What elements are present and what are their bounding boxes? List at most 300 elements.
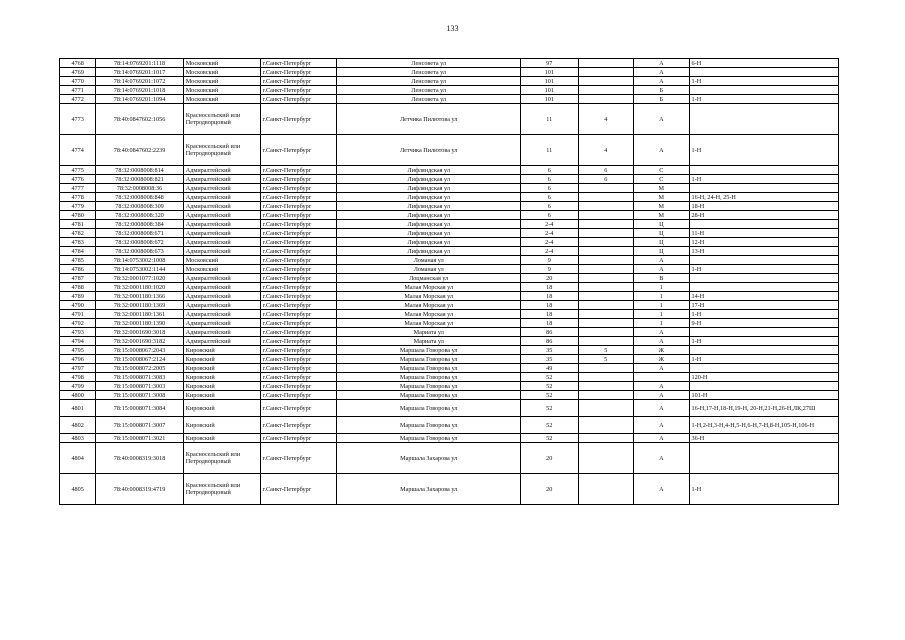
letter-cell: В bbox=[634, 274, 689, 283]
street-cell: Лифляндская ул bbox=[337, 247, 521, 256]
premises-cell: 120-Н bbox=[689, 373, 838, 382]
building-cell: 5 bbox=[578, 346, 633, 355]
row-number-cell: 4789 bbox=[60, 292, 96, 301]
building-cell bbox=[578, 474, 633, 505]
letter-cell: А bbox=[634, 382, 689, 391]
city-cell: г.Санкт-Петербург bbox=[260, 77, 337, 86]
premises-cell: 16-Н, 24-Н, 25-Н bbox=[689, 193, 838, 202]
premises-cell bbox=[689, 104, 838, 135]
street-cell: Ленсовета ул bbox=[337, 77, 521, 86]
row-number-cell: 4772 bbox=[60, 95, 96, 104]
table-row bbox=[60, 265, 839, 274]
street-cell: Маршала Говорова ул bbox=[337, 434, 521, 443]
district-cell: Кировский bbox=[183, 391, 260, 400]
city-cell: г.Санкт-Петербург bbox=[260, 95, 337, 104]
premises-cell bbox=[689, 86, 838, 95]
table-row bbox=[60, 256, 839, 265]
building-cell: 6 bbox=[578, 166, 633, 175]
table-row bbox=[60, 319, 839, 328]
row-number-cell: 4794 bbox=[60, 337, 96, 346]
city-cell: г.Санкт-Петербург bbox=[260, 86, 337, 95]
letter-cell: Ц bbox=[634, 229, 689, 238]
premises-cell: 9-Н bbox=[689, 319, 838, 328]
district-cell: Адмиралтейский bbox=[183, 238, 260, 247]
premises-cell bbox=[689, 346, 838, 355]
district-cell: Кировский bbox=[183, 434, 260, 443]
row-number-cell: 4786 bbox=[60, 265, 96, 274]
house-cell: 97 bbox=[520, 59, 578, 68]
district-cell: Адмиралтейский bbox=[183, 220, 260, 229]
premises-cell: 1-Н bbox=[689, 175, 838, 184]
building-cell bbox=[578, 247, 633, 256]
letter-cell: М bbox=[634, 211, 689, 220]
cadastral-number-cell: 78:40:0847602:2239 bbox=[96, 135, 184, 166]
street-cell: Лифляндская ул bbox=[337, 184, 521, 193]
table-row bbox=[60, 166, 839, 175]
house-cell: 49 bbox=[520, 364, 578, 373]
city-cell: г.Санкт-Петербург bbox=[260, 283, 337, 292]
cadastral-number-cell: 78:15:0008071:3007 bbox=[96, 417, 184, 434]
premises-cell: 1-Н,2-Н,3-Н,4-Н,5-Н,6-Н,7-Н,8-Н,105-Н,106-Н bbox=[689, 417, 838, 434]
premises-cell: 17-Н bbox=[689, 301, 838, 310]
row-number-cell: 4787 bbox=[60, 274, 96, 283]
district-cell: Московский bbox=[183, 86, 260, 95]
cadastral-number-cell: 78:15:0008067:2124 bbox=[96, 355, 184, 364]
city-cell: г.Санкт-Петербург bbox=[260, 474, 337, 505]
premises-cell: 16-Н,17-Н,18-Н,19-Н, 20-Н,21-Н,26-Н,ЛК,27Ш bbox=[689, 400, 838, 417]
row-number-cell: 4799 bbox=[60, 382, 96, 391]
street-cell: Маршала Говорова ул bbox=[337, 417, 521, 434]
street-cell: Маршала Говорова ул bbox=[337, 400, 521, 417]
district-cell: Адмиралтейский bbox=[183, 319, 260, 328]
city-cell: г.Санкт-Петербург bbox=[260, 292, 337, 301]
street-cell: Малая Морская ул bbox=[337, 301, 521, 310]
letter-cell: Ц bbox=[634, 247, 689, 256]
district-cell: Адмиралтейский bbox=[183, 202, 260, 211]
row-number-cell: 4778 bbox=[60, 193, 96, 202]
cadastral-number-cell: 78:40:0008319:3018 bbox=[96, 443, 184, 474]
premises-cell bbox=[689, 382, 838, 391]
building-cell bbox=[578, 95, 633, 104]
cadastral-number-cell: 78:32:0008008:821 bbox=[96, 175, 184, 184]
table-row bbox=[60, 193, 839, 202]
premises-cell bbox=[689, 274, 838, 283]
row-number-cell: 4776 bbox=[60, 175, 96, 184]
building-cell bbox=[578, 86, 633, 95]
street-cell: Мариата ул bbox=[337, 328, 521, 337]
table-row bbox=[60, 373, 839, 382]
row-number-cell: 4803 bbox=[60, 434, 96, 443]
house-cell: 20 bbox=[520, 474, 578, 505]
city-cell: г.Санкт-Петербург bbox=[260, 220, 337, 229]
city-cell: г.Санкт-Петербург bbox=[260, 256, 337, 265]
row-number-cell: 4780 bbox=[60, 211, 96, 220]
cadastral-number-cell: 78:15:0008071:3021 bbox=[96, 434, 184, 443]
house-cell: 18 bbox=[520, 301, 578, 310]
city-cell: г.Санкт-Петербург bbox=[260, 166, 337, 175]
street-cell: Ленсовета ул bbox=[337, 95, 521, 104]
house-cell: 2-4 bbox=[520, 247, 578, 256]
street-cell: Лифляндская ул bbox=[337, 211, 521, 220]
street-cell: Ленсовета ул bbox=[337, 59, 521, 68]
building-cell bbox=[578, 443, 633, 474]
letter-cell: Ц bbox=[634, 220, 689, 229]
premises-cell: 18-Н bbox=[689, 202, 838, 211]
letter-cell: А bbox=[634, 265, 689, 274]
table-row bbox=[60, 86, 839, 95]
row-number-cell: 4805 bbox=[60, 474, 96, 505]
house-cell: 6 bbox=[520, 211, 578, 220]
house-cell: 9 bbox=[520, 265, 578, 274]
district-cell: Адмиралтейский bbox=[183, 175, 260, 184]
table-row bbox=[60, 229, 839, 238]
cadastral-number-cell: 78:32:0001180:1390 bbox=[96, 319, 184, 328]
city-cell: г.Санкт-Петербург bbox=[260, 175, 337, 184]
building-cell bbox=[578, 229, 633, 238]
table-row bbox=[60, 184, 839, 193]
letter-cell: А bbox=[634, 434, 689, 443]
table-row bbox=[60, 382, 839, 391]
row-number-cell: 4798 bbox=[60, 373, 96, 382]
building-cell bbox=[578, 391, 633, 400]
cadastral-number-cell: 78:32:0001690:3018 bbox=[96, 328, 184, 337]
building-cell bbox=[578, 184, 633, 193]
letter-cell: 1 bbox=[634, 310, 689, 319]
cadastral-number-cell: 78:32:0008008:671 bbox=[96, 229, 184, 238]
premises-cell bbox=[689, 256, 838, 265]
building-cell bbox=[578, 364, 633, 373]
row-number-cell: 4791 bbox=[60, 310, 96, 319]
district-cell: Адмиралтейский bbox=[183, 328, 260, 337]
letter-cell: Б bbox=[634, 95, 689, 104]
building-cell bbox=[578, 373, 633, 382]
cadastral-number-cell: 78:14:0769201:1017 bbox=[96, 68, 184, 77]
letter-cell: А bbox=[634, 328, 689, 337]
letter-cell: А bbox=[634, 135, 689, 166]
cadastral-number-cell: 78:32:0001690:3182 bbox=[96, 337, 184, 346]
street-cell: Маршала Говорова ул bbox=[337, 364, 521, 373]
house-cell: 52 bbox=[520, 434, 578, 443]
cadastral-number-cell: 78:32:0001180:1361 bbox=[96, 310, 184, 319]
house-cell: 2-4 bbox=[520, 238, 578, 247]
city-cell: г.Санкт-Петербург bbox=[260, 104, 337, 135]
house-cell: 9 bbox=[520, 256, 578, 265]
table-row bbox=[60, 247, 839, 256]
row-number-cell: 4770 bbox=[60, 77, 96, 86]
district-cell: Адмиралтейский bbox=[183, 310, 260, 319]
premises-cell bbox=[689, 166, 838, 175]
building-cell: 6 bbox=[578, 175, 633, 184]
city-cell: г.Санкт-Петербург bbox=[260, 310, 337, 319]
street-cell: Маршала Говорова ул bbox=[337, 391, 521, 400]
premises-cell: 1-Н bbox=[689, 265, 838, 274]
table-row bbox=[60, 292, 839, 301]
building-cell bbox=[578, 382, 633, 391]
house-cell: 2-4 bbox=[520, 229, 578, 238]
house-cell: 6 bbox=[520, 175, 578, 184]
district-cell: Адмиралтейский bbox=[183, 193, 260, 202]
house-cell: 6 bbox=[520, 202, 578, 211]
house-cell: 52 bbox=[520, 382, 578, 391]
district-cell: Адмиралтейский bbox=[183, 292, 260, 301]
letter-cell: А bbox=[634, 256, 689, 265]
premises-cell: 1-Н bbox=[689, 474, 838, 505]
city-cell: г.Санкт-Петербург bbox=[260, 319, 337, 328]
cadastral-number-cell: 78:14:0769201:1018 bbox=[96, 86, 184, 95]
street-cell: Лифляндская ул bbox=[337, 175, 521, 184]
letter-cell bbox=[634, 373, 689, 382]
house-cell: 35 bbox=[520, 346, 578, 355]
row-number-cell: 4773 bbox=[60, 104, 96, 135]
table-row bbox=[60, 283, 839, 292]
table-row bbox=[60, 328, 839, 337]
street-cell: Малая Морская ул bbox=[337, 310, 521, 319]
letter-cell: Ж bbox=[634, 355, 689, 364]
table-row bbox=[60, 434, 839, 443]
cadastral-number-cell: 78:14:0769201:1072 bbox=[96, 77, 184, 86]
street-cell: Летчика Пилютова ул bbox=[337, 135, 521, 166]
street-cell: Маршала Говорова ул bbox=[337, 346, 521, 355]
cadastral-number-cell: 78:40:0847602:1056 bbox=[96, 104, 184, 135]
city-cell: г.Санкт-Петербург bbox=[260, 184, 337, 193]
district-cell: Адмиралтейский bbox=[183, 247, 260, 256]
city-cell: г.Санкт-Петербург bbox=[260, 274, 337, 283]
premises-cell: 12-Н bbox=[689, 238, 838, 247]
table-body bbox=[60, 59, 839, 505]
row-number-cell: 4792 bbox=[60, 319, 96, 328]
row-number-cell: 4788 bbox=[60, 283, 96, 292]
building-cell: 4 bbox=[578, 104, 633, 135]
house-cell: 52 bbox=[520, 400, 578, 417]
register-table bbox=[59, 58, 839, 505]
house-cell: 20 bbox=[520, 443, 578, 474]
letter-cell: А bbox=[634, 400, 689, 417]
building-cell bbox=[578, 220, 633, 229]
row-number-cell: 4783 bbox=[60, 238, 96, 247]
cadastral-number-cell: 78:32:0008008:814 bbox=[96, 166, 184, 175]
district-cell: Адмиралтейский bbox=[183, 166, 260, 175]
city-cell: г.Санкт-Петербург bbox=[260, 265, 337, 274]
building-cell bbox=[578, 59, 633, 68]
house-cell: 20 bbox=[520, 274, 578, 283]
city-cell: г.Санкт-Петербург bbox=[260, 202, 337, 211]
building-cell bbox=[578, 265, 633, 274]
street-cell: Лифляндская ул bbox=[337, 193, 521, 202]
city-cell: г.Санкт-Петербург bbox=[260, 364, 337, 373]
premises-cell: 13-Н bbox=[689, 247, 838, 256]
table-row bbox=[60, 417, 839, 434]
building-cell bbox=[578, 292, 633, 301]
street-cell: Малая Морская ул bbox=[337, 319, 521, 328]
house-cell: 101 bbox=[520, 86, 578, 95]
letter-cell: 1 bbox=[634, 301, 689, 310]
premises-cell bbox=[689, 364, 838, 373]
house-cell: 18 bbox=[520, 310, 578, 319]
city-cell: г.Санкт-Петербург bbox=[260, 417, 337, 434]
cadastral-number-cell: 78:32:0008008:848 bbox=[96, 193, 184, 202]
house-cell: 6 bbox=[520, 184, 578, 193]
cadastral-number-cell: 78:14:0769201:1118 bbox=[96, 59, 184, 68]
cadastral-number-cell: 78:15:0008071:3003 bbox=[96, 382, 184, 391]
district-cell: Кировский bbox=[183, 364, 260, 373]
street-cell: Ломаная ул bbox=[337, 256, 521, 265]
cadastral-number-cell: 78:32:0008008:309 bbox=[96, 202, 184, 211]
row-number-cell: 4779 bbox=[60, 202, 96, 211]
street-cell: Маршала Захарова ул bbox=[337, 443, 521, 474]
house-cell: 2-4 bbox=[520, 220, 578, 229]
table-row bbox=[60, 95, 839, 104]
district-cell: Московский bbox=[183, 77, 260, 86]
table-row bbox=[60, 274, 839, 283]
letter-cell: А bbox=[634, 68, 689, 77]
table-row bbox=[60, 301, 839, 310]
table-row bbox=[60, 135, 839, 166]
row-number-cell: 4793 bbox=[60, 328, 96, 337]
house-cell: 101 bbox=[520, 77, 578, 86]
city-cell: г.Санкт-Петербург bbox=[260, 229, 337, 238]
house-cell: 52 bbox=[520, 391, 578, 400]
building-cell bbox=[578, 193, 633, 202]
letter-cell: 1 bbox=[634, 292, 689, 301]
letter-cell: А bbox=[634, 391, 689, 400]
house-cell: 52 bbox=[520, 373, 578, 382]
premises-cell: 11-Н bbox=[689, 229, 838, 238]
district-cell: Адмиралтейский bbox=[183, 283, 260, 292]
premises-cell: 1-Н bbox=[689, 135, 838, 166]
cadastral-number-cell: 78:15:0008071:3008 bbox=[96, 391, 184, 400]
street-cell: Маршала Говорова ул bbox=[337, 382, 521, 391]
row-number-cell: 4769 bbox=[60, 68, 96, 77]
table-row bbox=[60, 175, 839, 184]
premises-cell bbox=[689, 68, 838, 77]
city-cell: г.Санкт-Петербург bbox=[260, 346, 337, 355]
row-number-cell: 4796 bbox=[60, 355, 96, 364]
district-cell: Кировский bbox=[183, 382, 260, 391]
city-cell: г.Санкт-Петербург bbox=[260, 328, 337, 337]
page-number: 133 bbox=[446, 24, 459, 33]
table-row bbox=[60, 220, 839, 229]
street-cell: Лифляндская ул bbox=[337, 220, 521, 229]
district-cell: Адмиралтейский bbox=[183, 184, 260, 193]
cadastral-number-cell: 78:14:0753002:1008 bbox=[96, 256, 184, 265]
premises-cell bbox=[689, 220, 838, 229]
street-cell: Лифляндская ул bbox=[337, 238, 521, 247]
premises-cell: 14-Н bbox=[689, 292, 838, 301]
district-cell: Московский bbox=[183, 256, 260, 265]
row-number-cell: 4785 bbox=[60, 256, 96, 265]
district-cell: Кировский bbox=[183, 355, 260, 364]
district-cell: Московский bbox=[183, 95, 260, 104]
building-cell bbox=[578, 256, 633, 265]
letter-cell: А bbox=[634, 59, 689, 68]
cadastral-number-cell: 78:15:0008072:2005 bbox=[96, 364, 184, 373]
premises-cell: 36-Н bbox=[689, 434, 838, 443]
house-cell: 101 bbox=[520, 95, 578, 104]
building-cell bbox=[578, 400, 633, 417]
house-cell: 11 bbox=[520, 135, 578, 166]
table-row bbox=[60, 355, 839, 364]
city-cell: г.Санкт-Петербург bbox=[260, 59, 337, 68]
letter-cell: А bbox=[634, 104, 689, 135]
city-cell: г.Санкт-Петербург bbox=[260, 382, 337, 391]
building-cell: 4 bbox=[578, 135, 633, 166]
cadastral-number-cell: 78:15:0008071:3084 bbox=[96, 400, 184, 417]
street-cell: Лифляндская ул bbox=[337, 202, 521, 211]
cadastral-number-cell: 78:32:0008008:36 bbox=[96, 184, 184, 193]
house-cell: 18 bbox=[520, 283, 578, 292]
cadastral-number-cell: 78:14:0769201:1094 bbox=[96, 95, 184, 104]
building-cell bbox=[578, 434, 633, 443]
district-cell: Адмиралтейский bbox=[183, 211, 260, 220]
district-cell: Кировский bbox=[183, 400, 260, 417]
letter-cell: А bbox=[634, 474, 689, 505]
city-cell: г.Санкт-Петербург bbox=[260, 238, 337, 247]
cadastral-number-cell: 78:15:0008067:2043 bbox=[96, 346, 184, 355]
cadastral-number-cell: 78:32:0008008:320 bbox=[96, 211, 184, 220]
row-number-cell: 4771 bbox=[60, 86, 96, 95]
street-cell: Маршала Говорова ул bbox=[337, 355, 521, 364]
premises-cell: 1-Н bbox=[689, 337, 838, 346]
table-row bbox=[60, 59, 839, 68]
table-row bbox=[60, 474, 839, 505]
building-cell bbox=[578, 337, 633, 346]
letter-cell: С bbox=[634, 175, 689, 184]
cadastral-number-cell: 78:32:0001180:1366 bbox=[96, 292, 184, 301]
cadastral-number-cell: 78:32:0008008:673 bbox=[96, 247, 184, 256]
house-cell: 6 bbox=[520, 166, 578, 175]
row-number-cell: 4784 bbox=[60, 247, 96, 256]
row-number-cell: 4795 bbox=[60, 346, 96, 355]
building-cell bbox=[578, 328, 633, 337]
cadastral-number-cell: 78:40:0008319:4719 bbox=[96, 474, 184, 505]
letter-cell: М bbox=[634, 202, 689, 211]
district-cell: Адмиралтейский bbox=[183, 229, 260, 238]
district-cell: Адмиралтейский bbox=[183, 301, 260, 310]
premises-cell: 6-Н bbox=[689, 59, 838, 68]
row-number-cell: 4768 bbox=[60, 59, 96, 68]
letter-cell: А bbox=[634, 364, 689, 373]
city-cell: г.Санкт-Петербург bbox=[260, 373, 337, 382]
premises-cell bbox=[689, 283, 838, 292]
table-row bbox=[60, 400, 839, 417]
building-cell: 5 bbox=[578, 355, 633, 364]
street-cell: Ломаная ул bbox=[337, 265, 521, 274]
district-cell: Московский bbox=[183, 265, 260, 274]
house-cell: 52 bbox=[520, 417, 578, 434]
building-cell bbox=[578, 202, 633, 211]
house-cell: 11 bbox=[520, 104, 578, 135]
table-row bbox=[60, 310, 839, 319]
premises-cell: 1-Н bbox=[689, 310, 838, 319]
city-cell: г.Санкт-Петербург bbox=[260, 337, 337, 346]
letter-cell: 1 bbox=[634, 283, 689, 292]
letter-cell: А bbox=[634, 77, 689, 86]
building-cell bbox=[578, 283, 633, 292]
table-row bbox=[60, 77, 839, 86]
building-cell bbox=[578, 274, 633, 283]
street-cell: Маршала Говорова ул bbox=[337, 373, 521, 382]
letter-cell: 1 bbox=[634, 319, 689, 328]
row-number-cell: 4781 bbox=[60, 220, 96, 229]
row-number-cell: 4777 bbox=[60, 184, 96, 193]
city-cell: г.Санкт-Петербург bbox=[260, 68, 337, 77]
district-cell: Красносельский или Петродворцовый bbox=[183, 104, 260, 135]
district-cell: Красносельский или Петродворцовый bbox=[183, 135, 260, 166]
row-number-cell: 4800 bbox=[60, 391, 96, 400]
table-row bbox=[60, 391, 839, 400]
building-cell bbox=[578, 238, 633, 247]
row-number-cell: 4775 bbox=[60, 166, 96, 175]
